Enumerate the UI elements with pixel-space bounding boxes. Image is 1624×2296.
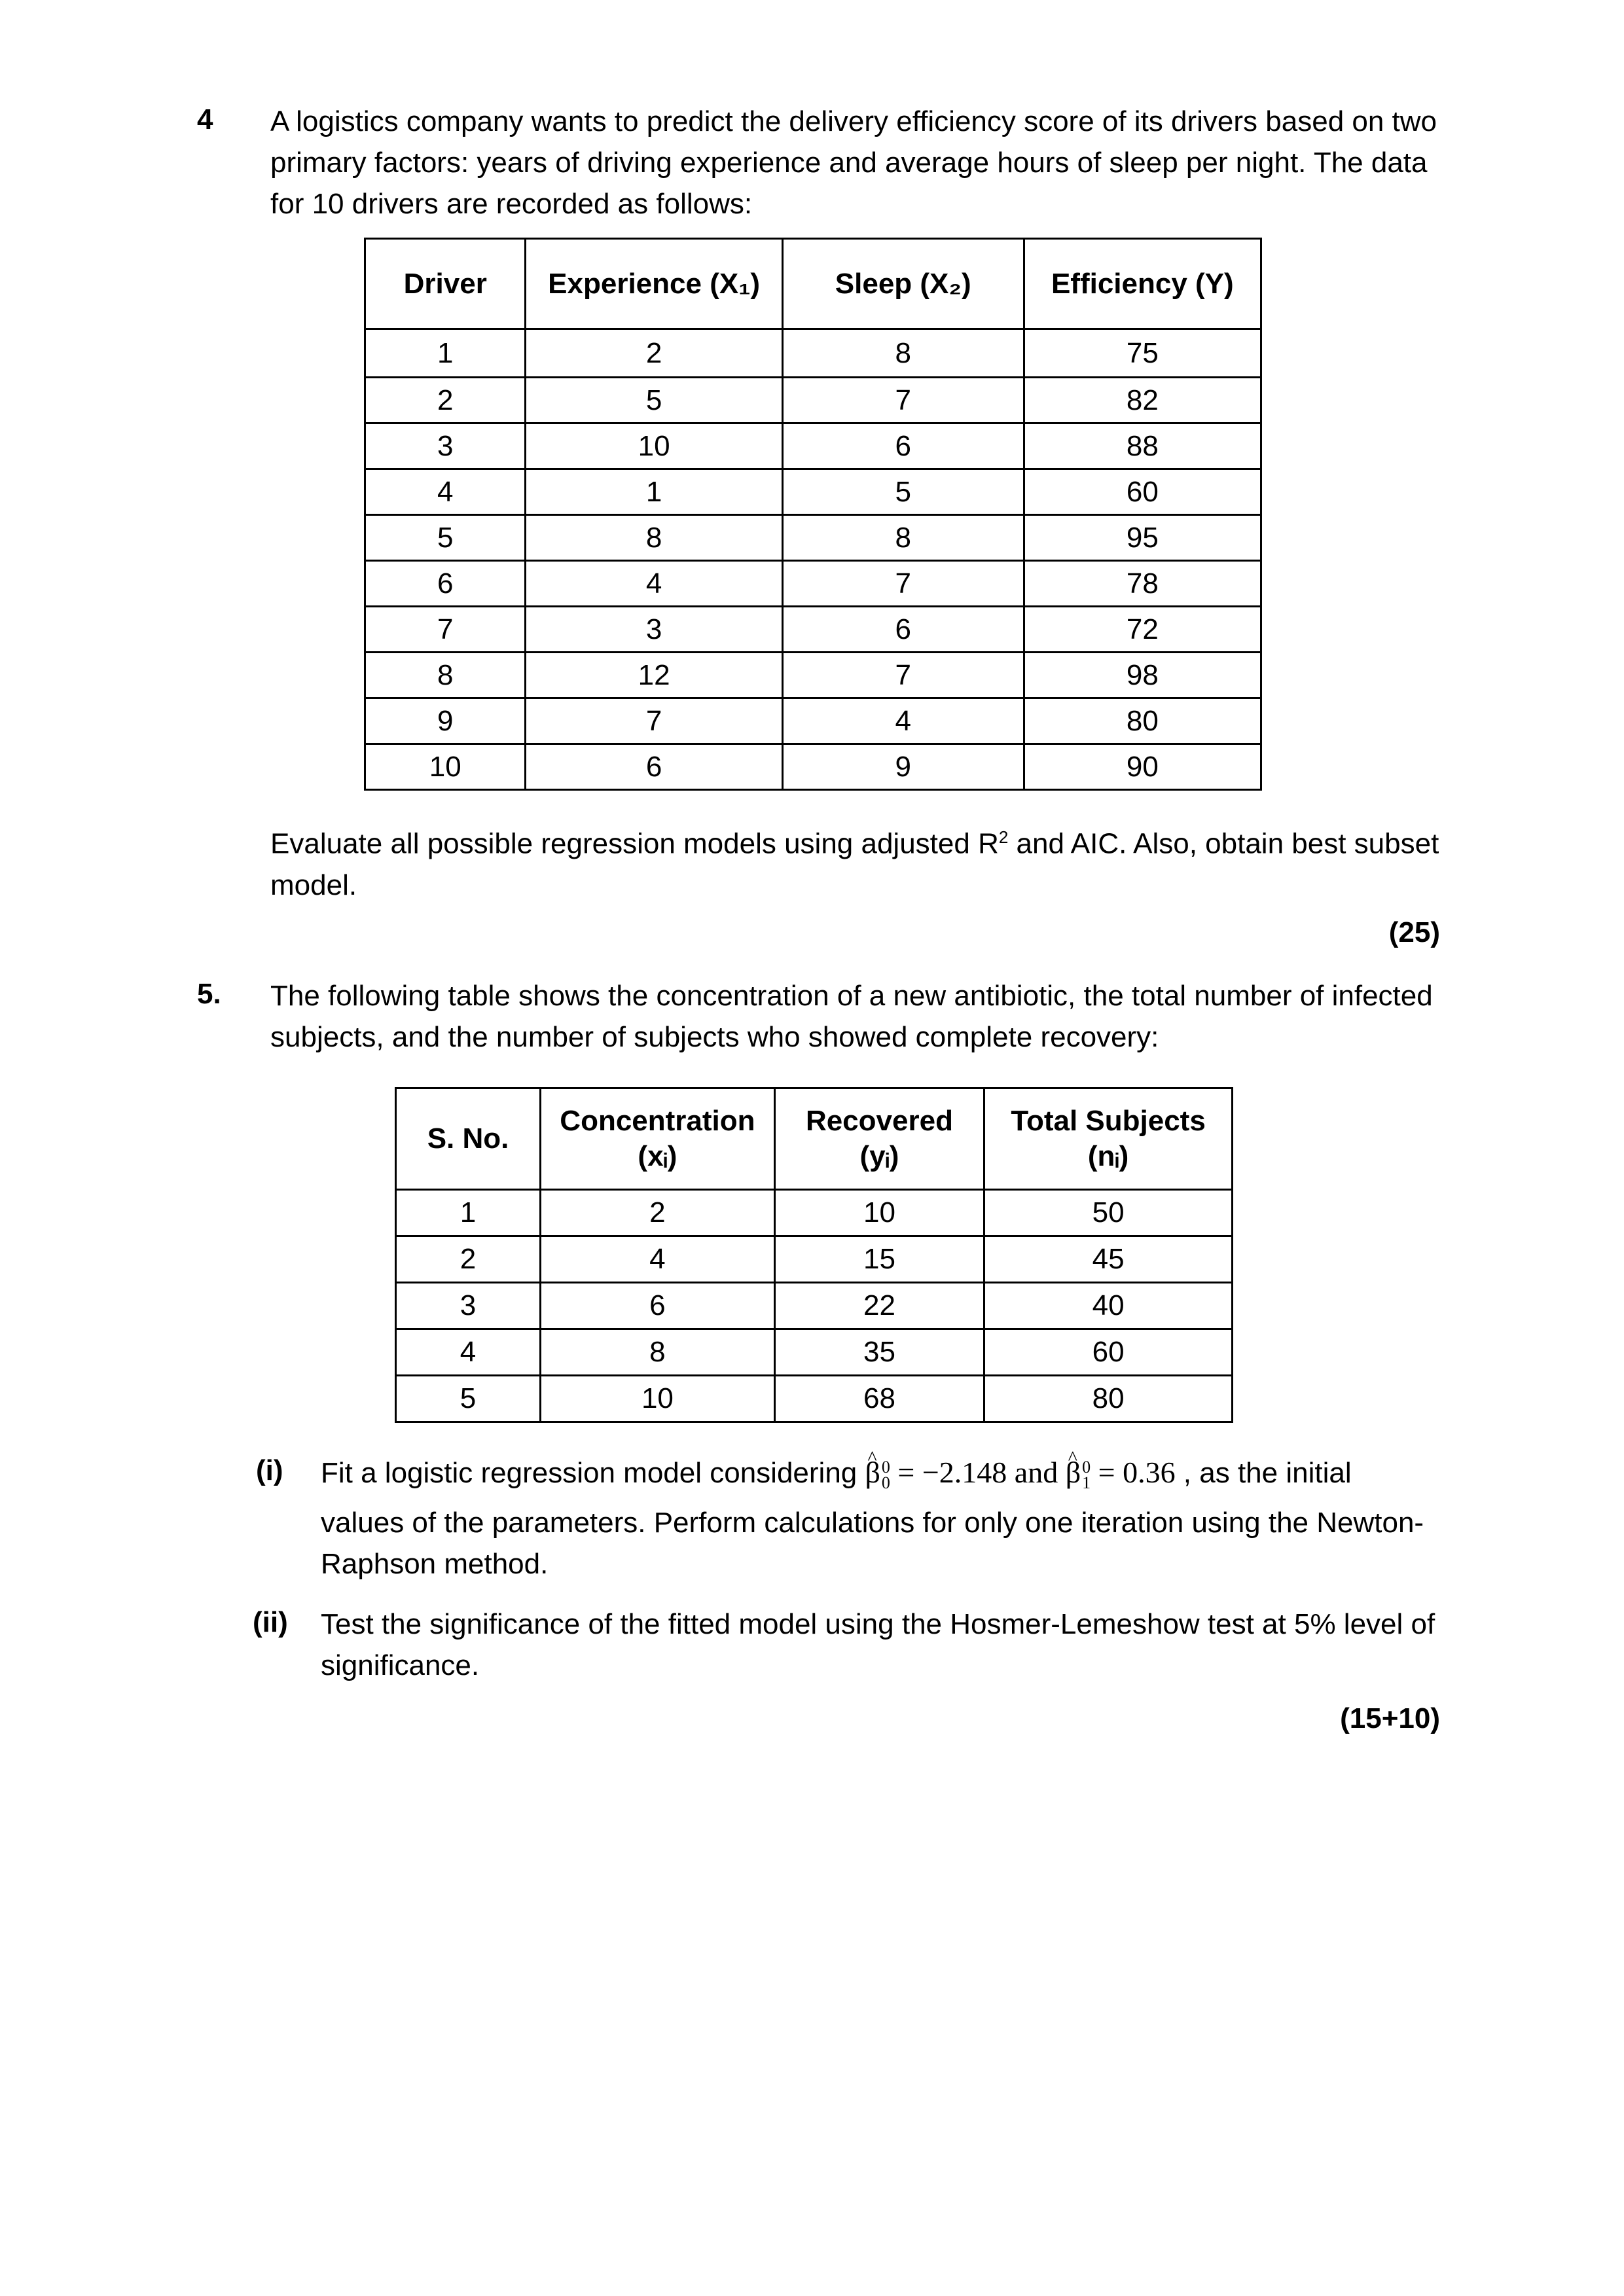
table-row bbox=[396, 1376, 1233, 1422]
header-recovered-symbol: (yᵢ) bbox=[859, 1140, 899, 1172]
beta-0-value: = −2.148 bbox=[890, 1456, 1007, 1489]
table-cell: 7 bbox=[526, 698, 782, 744]
table-row bbox=[365, 378, 1261, 423]
header-total-subjects bbox=[984, 1088, 1233, 1190]
question-4-task-part1: Evaluate all possible regression models using adjusted R bbox=[270, 827, 999, 860]
antibiotic-table-header-row bbox=[396, 1088, 1233, 1190]
question-4-task-part2: and AIC. Also, obtain best subset model. bbox=[270, 827, 1439, 901]
table-cell: 3 bbox=[365, 423, 526, 469]
header-experience: Experience (X₁) bbox=[526, 239, 782, 329]
superscript-2: 2 bbox=[998, 827, 1009, 847]
table-cell: 7 bbox=[782, 653, 1024, 698]
table-cell: 10 bbox=[526, 423, 782, 469]
table-row bbox=[365, 653, 1261, 698]
driver-data-table bbox=[364, 238, 1262, 791]
header-total-subjects-symbol: (nᵢ) bbox=[1087, 1140, 1129, 1172]
table-row bbox=[365, 744, 1261, 790]
table-row bbox=[396, 1236, 1233, 1283]
question-5-marks: (15+10) bbox=[1340, 1702, 1440, 1734]
table-cell: 22 bbox=[774, 1283, 984, 1329]
header-driver: Driver bbox=[365, 239, 526, 329]
table-row bbox=[365, 329, 1261, 378]
question-5-intro: The following table shows the concentration of a new antibiotic, the total number of infected subjects, and the number of subjects who showed complete recovery: bbox=[270, 980, 1433, 1053]
table-cell: 35 bbox=[774, 1329, 984, 1376]
header-recovered bbox=[774, 1088, 984, 1190]
table-cell: 8 bbox=[782, 515, 1024, 561]
table-cell: 8 bbox=[365, 653, 526, 698]
header-concentration-label: Concentration bbox=[560, 1105, 755, 1137]
beta-1-value: = 0.36 bbox=[1091, 1456, 1176, 1489]
table-row bbox=[365, 515, 1261, 561]
table-cell: 15 bbox=[774, 1236, 984, 1283]
table-cell: 78 bbox=[1024, 561, 1261, 607]
table-row bbox=[365, 469, 1261, 515]
table-cell: 3 bbox=[396, 1283, 541, 1329]
table-cell: 6 bbox=[782, 607, 1024, 653]
table-row bbox=[365, 561, 1261, 607]
table-row bbox=[396, 1283, 1233, 1329]
table-cell: 10 bbox=[541, 1376, 775, 1422]
table-cell: 95 bbox=[1024, 515, 1261, 561]
table-cell: 8 bbox=[526, 515, 782, 561]
table-row bbox=[365, 607, 1261, 653]
table-cell: 7 bbox=[365, 607, 526, 653]
part-i-text-before: Fit a logistic regression model considering bbox=[321, 1457, 865, 1489]
table-cell: 72 bbox=[1024, 607, 1261, 653]
table-cell: 9 bbox=[365, 698, 526, 744]
beta-1-superscript: 0 bbox=[1082, 1458, 1091, 1477]
table-cell: 2 bbox=[365, 378, 526, 423]
beta-1-subscript: 1 bbox=[1082, 1473, 1091, 1493]
table-cell: 88 bbox=[1024, 423, 1261, 469]
part-i-text-after: , as the initial bbox=[1175, 1457, 1352, 1489]
beta-0-indices bbox=[882, 1460, 890, 1491]
header-concentration-symbol: (xᵢ) bbox=[638, 1140, 677, 1172]
table-cell: 5 bbox=[782, 469, 1024, 515]
part-i-label: (i) bbox=[256, 1454, 283, 1486]
question-4-number: 4 bbox=[197, 103, 213, 135]
table-cell: 82 bbox=[1024, 378, 1261, 423]
table-cell: 4 bbox=[365, 469, 526, 515]
table-cell: 2 bbox=[396, 1236, 541, 1283]
header-total-subjects-label: Total Subjects bbox=[1011, 1105, 1206, 1137]
question-5-number: 5. bbox=[197, 978, 221, 1010]
table-cell: 80 bbox=[984, 1376, 1233, 1422]
table-cell: 68 bbox=[774, 1376, 984, 1422]
table-cell: 98 bbox=[1024, 653, 1261, 698]
header-concentration bbox=[541, 1088, 775, 1190]
driver-table-header-row bbox=[365, 239, 1261, 329]
table-cell: 6 bbox=[782, 423, 1024, 469]
table-cell: 6 bbox=[526, 744, 782, 790]
table-cell: 8 bbox=[782, 329, 1024, 378]
header-efficiency: Efficiency (Y) bbox=[1024, 239, 1261, 329]
table-cell: 90 bbox=[1024, 744, 1261, 790]
beta-1-indices bbox=[1082, 1460, 1091, 1491]
table-cell: 8 bbox=[541, 1329, 775, 1376]
table-cell: 2 bbox=[526, 329, 782, 378]
table-cell: 50 bbox=[984, 1190, 1233, 1236]
header-serial-number-label: S. No. bbox=[427, 1122, 509, 1155]
table-cell: 4 bbox=[541, 1236, 775, 1283]
table-cell: 5 bbox=[365, 515, 526, 561]
part-ii-label: (ii) bbox=[253, 1606, 288, 1638]
beta-1-symbol: ^ β bbox=[1066, 1452, 1081, 1493]
table-row bbox=[396, 1329, 1233, 1376]
table-cell: 75 bbox=[1024, 329, 1261, 378]
table-cell: 7 bbox=[782, 561, 1024, 607]
table-cell: 10 bbox=[365, 744, 526, 790]
table-row bbox=[396, 1190, 1233, 1236]
part-i-continuation: values of the parameters. Perform calculations for only one iteration using the Newton-Raphson method. bbox=[321, 1507, 1424, 1580]
table-cell: 3 bbox=[526, 607, 782, 653]
table-cell: 9 bbox=[782, 744, 1024, 790]
beta-0-superscript: 0 bbox=[881, 1458, 890, 1477]
table-cell: 7 bbox=[782, 378, 1024, 423]
table-cell: 60 bbox=[1024, 469, 1261, 515]
table-cell: 10 bbox=[774, 1190, 984, 1236]
header-serial-number bbox=[396, 1088, 541, 1190]
part-i-line1 bbox=[321, 1452, 1473, 1494]
header-sleep: Sleep (X₂) bbox=[782, 239, 1024, 329]
table-row bbox=[365, 698, 1261, 744]
table-row bbox=[365, 423, 1261, 469]
table-cell: 2 bbox=[541, 1190, 775, 1236]
table-cell: 1 bbox=[365, 329, 526, 378]
table-cell: 4 bbox=[782, 698, 1024, 744]
question-4-marks: (25) bbox=[1388, 916, 1440, 948]
part-ii-text: Test the significance of the fitted model using the Hosmer-Lemeshow test at 5% level of significance. bbox=[321, 1608, 1435, 1681]
table-cell: 12 bbox=[526, 653, 782, 698]
table-cell: 4 bbox=[526, 561, 782, 607]
table-cell: 5 bbox=[526, 378, 782, 423]
header-recovered-label: Recovered bbox=[805, 1105, 953, 1137]
question-4-intro: A logistics company wants to predict the delivery efficiency score of its drivers based on two primary factors: years of driving experience and average hours of sleep per night. The data for 10 drivers are recorded as follows: bbox=[270, 105, 1437, 220]
table-cell: 80 bbox=[1024, 698, 1261, 744]
beta-0-symbol: ^ β bbox=[865, 1452, 880, 1493]
table-cell: 1 bbox=[396, 1190, 541, 1236]
table-cell: 1 bbox=[526, 469, 782, 515]
and-word: and bbox=[1007, 1456, 1066, 1489]
beta-0-subscript: 0 bbox=[881, 1473, 890, 1493]
beta-0-expression bbox=[865, 1456, 1176, 1493]
table-cell: 5 bbox=[396, 1376, 541, 1422]
table-cell: 60 bbox=[984, 1329, 1233, 1376]
table-cell: 6 bbox=[541, 1283, 775, 1329]
table-cell: 40 bbox=[984, 1283, 1233, 1329]
table-cell: 45 bbox=[984, 1236, 1233, 1283]
antibiotic-data-table bbox=[395, 1087, 1233, 1423]
table-cell: 4 bbox=[396, 1329, 541, 1376]
table-cell: 6 bbox=[365, 561, 526, 607]
question-4-task bbox=[270, 817, 1442, 906]
